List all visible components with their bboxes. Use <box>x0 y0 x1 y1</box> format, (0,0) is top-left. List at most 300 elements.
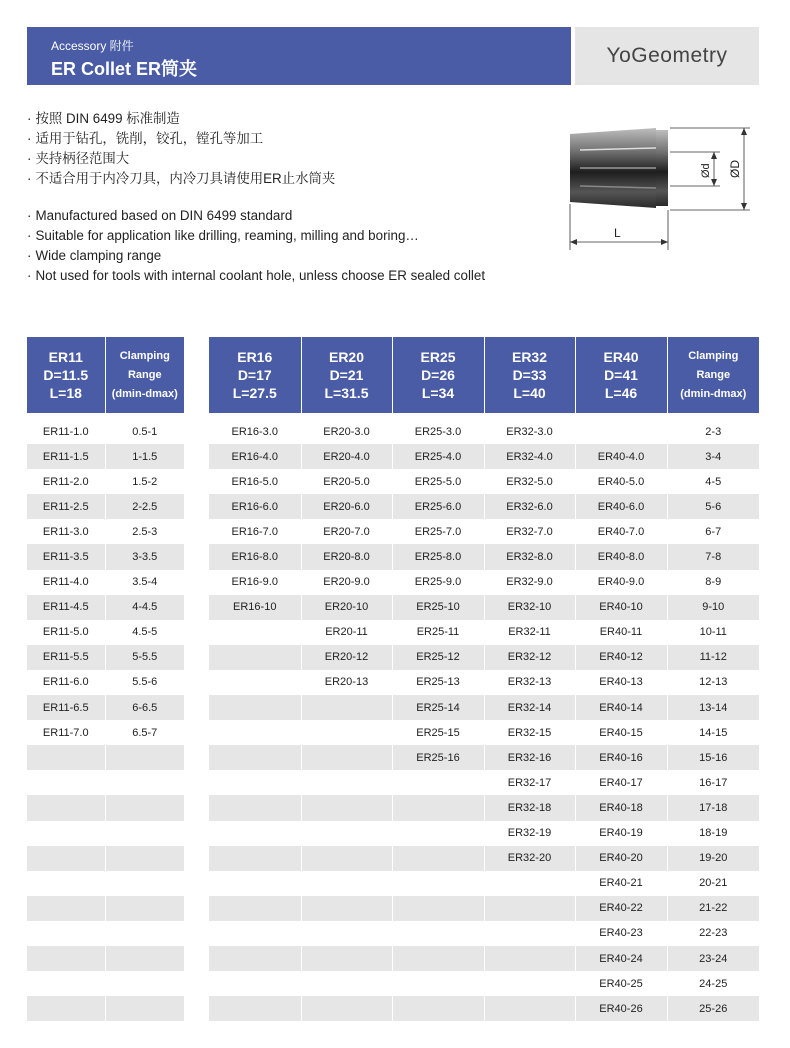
table-cell: ER40-18 <box>575 795 667 820</box>
table-cell: 3.5-4 <box>105 570 184 595</box>
table-cell <box>301 695 392 720</box>
table-cell: ER20-9.0 <box>301 570 392 595</box>
table-cell <box>105 795 184 820</box>
table-cell <box>209 846 301 871</box>
table-cell <box>27 971 105 996</box>
table-row <box>27 971 184 996</box>
table-cell: 3-3.5 <box>105 544 184 569</box>
header-line: Range <box>696 368 731 381</box>
table-cell: ER11-6.0 <box>27 670 105 695</box>
table-cell <box>484 921 575 946</box>
table-cell: ER32-5.0 <box>484 469 575 494</box>
table-row <box>27 670 184 695</box>
table-cell: ER40-6.0 <box>575 494 667 519</box>
column-header <box>575 337 667 416</box>
table-cell <box>209 871 301 896</box>
table-cell: ER11-1.5 <box>27 444 105 469</box>
table-row <box>27 720 184 745</box>
table-row <box>27 821 184 846</box>
table-row <box>27 444 184 469</box>
table-cell: ER25-12 <box>392 645 484 670</box>
feature-en-item <box>27 226 485 246</box>
header-line: D=41 <box>604 367 638 383</box>
table-cell: ER32-19 <box>484 821 575 846</box>
table-cell: 5-6 <box>667 494 759 519</box>
table-cell <box>301 871 392 896</box>
table-cell: 25-26 <box>667 996 759 1021</box>
table-cell: 1.5-2 <box>105 469 184 494</box>
table-row <box>209 494 759 519</box>
bullet-icon: · <box>27 228 32 243</box>
table-cell: ER40-8.0 <box>575 544 667 569</box>
table-cell: ER32-7.0 <box>484 519 575 544</box>
table-cell: ER20-7.0 <box>301 519 392 544</box>
table-cell: ER25-7.0 <box>392 519 484 544</box>
header-line: ER25 <box>420 349 456 365</box>
table-cell: ER11-6.5 <box>27 695 105 720</box>
table-cell <box>392 795 484 820</box>
header-line: Clamping <box>688 349 739 362</box>
table-row <box>27 570 184 595</box>
table-cell <box>209 971 301 996</box>
table-row <box>27 645 184 670</box>
table-cell: ER40-25 <box>575 971 667 996</box>
table-cell <box>209 770 301 795</box>
table-cell: ER20-13 <box>301 670 392 695</box>
table-cell <box>392 846 484 871</box>
header-line: D=11.5 <box>43 367 89 383</box>
table-cell: ER20-5.0 <box>301 469 392 494</box>
table-row <box>209 695 759 720</box>
features-english <box>27 206 485 286</box>
table-cell <box>209 821 301 846</box>
bullet-icon: · <box>27 248 32 263</box>
collet-dimension-drawing <box>560 120 760 250</box>
table-cell: ER25-9.0 <box>392 570 484 595</box>
header-line: ER32 <box>511 349 548 365</box>
table-row <box>209 971 759 996</box>
table-cell: 11-12 <box>667 645 759 670</box>
table-cell: ER32-11 <box>484 620 575 645</box>
table-row <box>209 544 759 569</box>
table-cell: 4-5 <box>667 469 759 494</box>
table-cell <box>209 745 301 770</box>
table-cell <box>484 896 575 921</box>
bullet-icon: · <box>27 131 32 146</box>
table-cell: 8-9 <box>667 570 759 595</box>
table-cell <box>209 645 301 670</box>
table-cell <box>209 620 301 645</box>
table-cell: 2-3 <box>667 416 759 444</box>
header-line: ER11 <box>48 349 83 365</box>
table-cell <box>209 946 301 971</box>
table-cell: 23-24 <box>667 946 759 971</box>
table-row <box>27 620 184 645</box>
table-cell: ER32-18 <box>484 795 575 820</box>
table-row <box>209 595 759 620</box>
table-cell: 21-22 <box>667 896 759 921</box>
table-cell <box>27 996 105 1021</box>
table-row <box>27 770 184 795</box>
table-cell: 22-23 <box>667 921 759 946</box>
feature-cn-text: 夹持柄径范围大 <box>35 151 130 166</box>
table-cell <box>105 821 184 846</box>
column-header <box>301 337 392 416</box>
table-cell <box>209 695 301 720</box>
table-row <box>27 871 184 896</box>
table-row <box>209 645 759 670</box>
table-row <box>27 745 184 770</box>
table-cell: ER11-4.5 <box>27 595 105 620</box>
table-row <box>27 519 184 544</box>
table-cell: ER32-10 <box>484 595 575 620</box>
table-cell: ER16-6.0 <box>209 494 301 519</box>
table-cell: ER25-11 <box>392 620 484 645</box>
table-cell: ER25-13 <box>392 670 484 695</box>
table-cell: ER16-7.0 <box>209 519 301 544</box>
feature-cn-item <box>27 149 335 169</box>
feature-cn-item <box>27 169 335 189</box>
table-cell: ER16-3.0 <box>209 416 301 444</box>
bullet-icon: · <box>27 111 32 126</box>
table-cell <box>209 795 301 820</box>
table-cell <box>105 946 184 971</box>
table-cell: ER16-4.0 <box>209 444 301 469</box>
table-row <box>209 745 759 770</box>
table-cell: ER40-24 <box>575 946 667 971</box>
table-row <box>27 595 184 620</box>
table-cell: 19-20 <box>667 846 759 871</box>
table-row <box>209 770 759 795</box>
column-header <box>105 337 184 416</box>
table-cell <box>105 846 184 871</box>
header-line: Range <box>127 368 162 381</box>
header-line: L=46 <box>604 385 638 401</box>
header-line: Clamping <box>119 349 170 362</box>
header-line: L=34 <box>421 385 455 401</box>
table-cell: ER32-15 <box>484 720 575 745</box>
table-cell: 9-10 <box>667 595 759 620</box>
table-cell <box>301 795 392 820</box>
feature-en-text: Manufactured based on DIN 6499 standard <box>35 208 293 223</box>
table-cell: ER20-8.0 <box>301 544 392 569</box>
table-cell: ER11-4.0 <box>27 570 105 595</box>
table-cell: ER20-11 <box>301 620 392 645</box>
table-cell <box>484 996 575 1021</box>
table-cell: ER40-7.0 <box>575 519 667 544</box>
table-cell: ER40-9.0 <box>575 570 667 595</box>
feature-cn-text: 按照 DIN 6499 标准制造 <box>35 111 180 126</box>
table-cell <box>301 720 392 745</box>
table-cell: 14-15 <box>667 720 759 745</box>
bullet-icon: · <box>27 208 32 223</box>
bullet-icon: · <box>27 171 32 186</box>
table-cell <box>105 745 184 770</box>
column-header <box>209 337 301 416</box>
table-cell: ER16-10 <box>209 595 301 620</box>
table-cell <box>27 846 105 871</box>
dimension-D-label: ØD <box>728 160 742 178</box>
table-row <box>27 996 184 1021</box>
bullet-icon: · <box>27 268 32 283</box>
table-cell <box>27 896 105 921</box>
table-cell: ER25-10 <box>392 595 484 620</box>
table-cell <box>105 971 184 996</box>
table-cell <box>105 871 184 896</box>
table-cell: ER40-10 <box>575 595 667 620</box>
feature-en-item <box>27 206 485 226</box>
table-cell: ER40-11 <box>575 620 667 645</box>
header-line: L=40 <box>513 385 546 401</box>
table-cell <box>392 896 484 921</box>
table-row <box>209 416 759 444</box>
table-cell: ER11-5.5 <box>27 645 105 670</box>
table-cell: ER40-15 <box>575 720 667 745</box>
column-header <box>667 337 759 416</box>
table-cell: 7-8 <box>667 544 759 569</box>
header-line: (dmin-dmax) <box>111 387 178 400</box>
table-cell: ER32-14 <box>484 695 575 720</box>
collet-body-icon <box>570 128 668 208</box>
table-cell <box>27 871 105 896</box>
table-cell: ER25-15 <box>392 720 484 745</box>
table-cell <box>301 821 392 846</box>
table-cell: ER11-1.0 <box>27 416 105 444</box>
header-line: L=31.5 <box>324 385 369 401</box>
table-cell <box>27 921 105 946</box>
table-cell: ER11-3.5 <box>27 544 105 569</box>
header-line: ER40 <box>603 349 639 365</box>
table-cell: ER32-13 <box>484 670 575 695</box>
table-cell: ER32-8.0 <box>484 544 575 569</box>
table-cell <box>301 971 392 996</box>
table-cell <box>484 871 575 896</box>
table-cell: 18-19 <box>667 821 759 846</box>
table-row <box>27 921 184 946</box>
table-cell: 3-4 <box>667 444 759 469</box>
table-cell: ER20-3.0 <box>301 416 392 444</box>
table-cell <box>27 745 105 770</box>
table-cell <box>392 821 484 846</box>
table-cell: ER11-5.0 <box>27 620 105 645</box>
header-line: ER20 <box>328 349 365 365</box>
table-row <box>27 795 184 820</box>
dimension-d-label: Ød <box>700 163 712 178</box>
table-row <box>209 670 759 695</box>
table-cell: ER32-17 <box>484 770 575 795</box>
table-cell <box>484 946 575 971</box>
table-cell: ER11-3.0 <box>27 519 105 544</box>
feature-en-text: Suitable for application like drilling, reaming, milling and boring… <box>35 228 419 243</box>
column-header <box>27 337 105 416</box>
table-cell: ER25-3.0 <box>392 416 484 444</box>
table-cell: ER25-16 <box>392 745 484 770</box>
feature-cn-item <box>27 109 335 129</box>
table-cell <box>105 770 184 795</box>
table-cell: 1-1.5 <box>105 444 184 469</box>
table-cell: ER16-9.0 <box>209 570 301 595</box>
table-cell: ER40-21 <box>575 871 667 896</box>
table-cell: ER40-23 <box>575 921 667 946</box>
table-cell: ER32-6.0 <box>484 494 575 519</box>
table-row <box>209 469 759 494</box>
feature-en-text: Wide clamping range <box>35 248 162 263</box>
table-cell: 2-2.5 <box>105 494 184 519</box>
table-cell: ER25-5.0 <box>392 469 484 494</box>
table-cell: ER20-4.0 <box>301 444 392 469</box>
table-cell: ER20-12 <box>301 645 392 670</box>
feature-en-item <box>27 266 485 286</box>
table-cell <box>575 416 667 444</box>
table-row <box>209 570 759 595</box>
header-line: D=21 <box>329 367 364 383</box>
table-row <box>209 846 759 871</box>
table-cell: 15-16 <box>667 745 759 770</box>
table-cell: ER40-13 <box>575 670 667 695</box>
table-cell <box>301 946 392 971</box>
table-cell: ER40-17 <box>575 770 667 795</box>
table-cell: ER32-20 <box>484 846 575 871</box>
table-cell: ER40-22 <box>575 896 667 921</box>
table-cell: 6-6.5 <box>105 695 184 720</box>
table-cell: 17-18 <box>667 795 759 820</box>
table-cell: ER40-19 <box>575 821 667 846</box>
table-row <box>209 444 759 469</box>
feature-cn-item <box>27 129 335 149</box>
table-row <box>209 871 759 896</box>
table-cell: ER32-3.0 <box>484 416 575 444</box>
brand-logo: YoGeometry <box>575 27 759 85</box>
table-cell <box>27 821 105 846</box>
table-row <box>27 416 184 444</box>
table-cell <box>484 971 575 996</box>
table-cell: 10-11 <box>667 620 759 645</box>
table-cell: 16-17 <box>667 770 759 795</box>
table-cell: ER11-7.0 <box>27 720 105 745</box>
header-banner <box>27 27 571 85</box>
column-header <box>484 337 575 416</box>
table-cell <box>209 996 301 1021</box>
table-cell <box>105 921 184 946</box>
table-cell <box>209 921 301 946</box>
table-cell <box>392 770 484 795</box>
table-cell: ER16-5.0 <box>209 469 301 494</box>
table-cell <box>301 770 392 795</box>
table-cell <box>27 795 105 820</box>
table-row <box>209 821 759 846</box>
table-cell: ER40-16 <box>575 745 667 770</box>
table-row <box>209 996 759 1021</box>
feature-en-item <box>27 246 485 266</box>
header-line: L=27.5 <box>232 385 277 401</box>
table-row <box>27 896 184 921</box>
table-cell <box>392 971 484 996</box>
table-cell <box>301 996 392 1021</box>
table-row <box>209 620 759 645</box>
table-row <box>27 695 184 720</box>
table-cell: ER25-8.0 <box>392 544 484 569</box>
table-cell <box>301 846 392 871</box>
feature-cn-text: 适用于钻孔，铣削，铰孔，镗孔等加工 <box>35 131 264 146</box>
table-cell: ER20-10 <box>301 595 392 620</box>
table-cell: 4-4.5 <box>105 595 184 620</box>
table-cell: 13-14 <box>667 695 759 720</box>
table-cell <box>392 871 484 896</box>
table-cell: ER32-16 <box>484 745 575 770</box>
header-line: D=33 <box>512 367 547 383</box>
header-line: L=18 <box>49 385 82 401</box>
table-row <box>209 896 759 921</box>
table-row <box>27 494 184 519</box>
dimension-L-label: L <box>614 226 621 240</box>
table-cell: ER32-9.0 <box>484 570 575 595</box>
table-cell: ER40-5.0 <box>575 469 667 494</box>
table-cell: ER25-6.0 <box>392 494 484 519</box>
table-cell <box>27 946 105 971</box>
table-cell: 6-7 <box>667 519 759 544</box>
header-line: ER16 <box>237 349 273 365</box>
feature-cn-text: 不适合用于内冷刀具，内冷刀具请使用ER止水筒夹 <box>35 171 336 186</box>
table-cell: ER20-6.0 <box>301 494 392 519</box>
feature-en-text: Not used for tools with internal coolant hole, unless choose ER sealed collet <box>35 268 486 283</box>
bullet-icon: · <box>27 151 32 166</box>
table-cell <box>27 770 105 795</box>
table-cell <box>301 921 392 946</box>
table-cell: ER40-20 <box>575 846 667 871</box>
table-row <box>27 946 184 971</box>
table-cell: 5-5.5 <box>105 645 184 670</box>
table-cell <box>105 996 184 1021</box>
table-cell: ER25-4.0 <box>392 444 484 469</box>
page-title: ER Collet ER筒夹 <box>51 59 198 79</box>
table-row <box>209 795 759 820</box>
table-row <box>209 946 759 971</box>
table-row <box>27 846 184 871</box>
table-cell: 0.5-1 <box>105 416 184 444</box>
table-cell <box>301 896 392 921</box>
table-cell: ER40-12 <box>575 645 667 670</box>
table-cell: ER11-2.5 <box>27 494 105 519</box>
header-line: D=17 <box>237 367 272 383</box>
table-row <box>27 544 184 569</box>
table-row <box>209 519 759 544</box>
table-row <box>209 720 759 745</box>
header-subtitle: Accessory 附件 <box>51 39 134 53</box>
table-cell: ER40-4.0 <box>575 444 667 469</box>
table-cell: 2.5-3 <box>105 519 184 544</box>
table-cell <box>392 921 484 946</box>
table-cell: 20-21 <box>667 871 759 896</box>
table-cell: 24-25 <box>667 971 759 996</box>
table-cell <box>392 946 484 971</box>
table-cell <box>209 720 301 745</box>
er11-collet-table <box>27 337 184 1021</box>
table-cell: ER25-14 <box>392 695 484 720</box>
table-cell: ER40-14 <box>575 695 667 720</box>
table-cell: ER32-12 <box>484 645 575 670</box>
header-line: (dmin-dmax) <box>680 387 747 400</box>
er16-er40-collet-table <box>209 337 759 1021</box>
table-cell <box>209 670 301 695</box>
table-cell: ER11-2.0 <box>27 469 105 494</box>
table-cell <box>392 996 484 1021</box>
table-cell: 12-13 <box>667 670 759 695</box>
table-cell: 5.5-6 <box>105 670 184 695</box>
table-cell <box>105 896 184 921</box>
table-cell <box>301 745 392 770</box>
table-row <box>209 921 759 946</box>
table-cell: ER40-26 <box>575 996 667 1021</box>
